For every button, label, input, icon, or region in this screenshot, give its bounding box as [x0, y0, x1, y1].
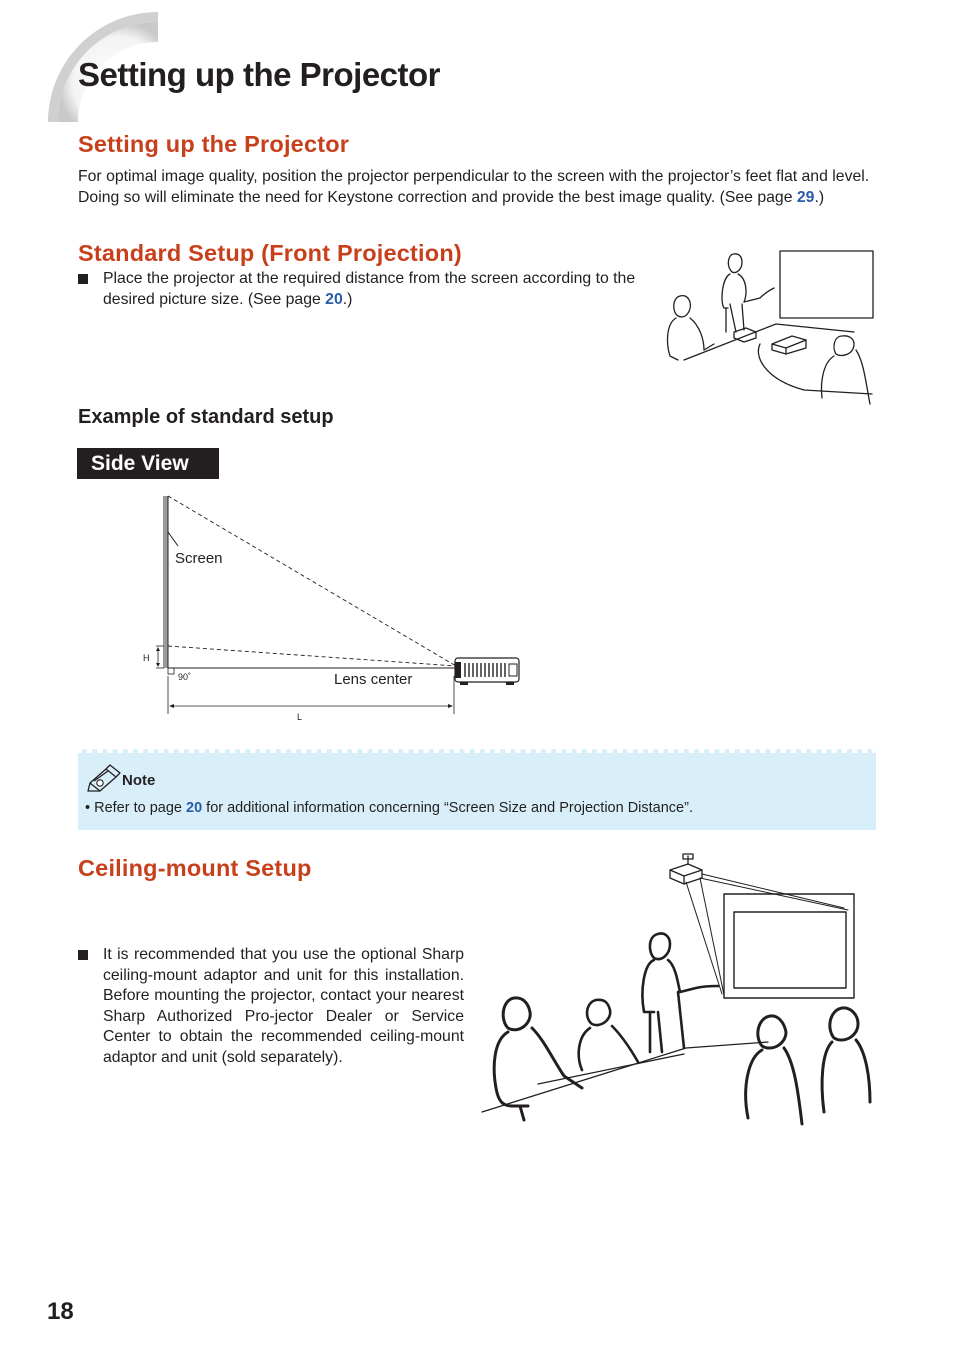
section-heading-setting-up: Setting up the Projector: [78, 131, 350, 157]
note-label: Note: [122, 772, 156, 789]
section-heading-ceiling-mount: Ceiling-mount Setup: [78, 855, 312, 881]
front-projection-illustration: [664, 244, 878, 408]
screen-bar: [163, 496, 168, 668]
bullet-square-icon: [78, 950, 88, 960]
section-heading-standard-setup: Standard Setup (Front Projection): [78, 240, 462, 266]
example-heading: Example of standard setup: [78, 406, 334, 428]
bullet-square-icon: [78, 274, 88, 284]
projection-line-bottom: [168, 646, 456, 666]
setup-paragraph: [78, 167, 878, 208]
lens-center-label: Lens center: [334, 671, 413, 688]
l-dimension-label: L: [297, 712, 303, 722]
standard-bullet-end: .): [342, 290, 353, 308]
setup-paragraph-text: For optimal image quality, position the projector perpendicular to the screen with the projector’s feet flat and level. Doing so will eliminate the need for Keystone correction and provide the best image quality. (See page: [78, 168, 870, 206]
side-view-tab: Side View: [77, 448, 219, 479]
standard-bullet-text: Place the projector at the required distance from the screen according to the desired picture size. (See page: [103, 270, 636, 308]
ceiling-mount-illustration: [478, 852, 874, 1130]
side-view-diagram: [130, 486, 530, 726]
note-page-link-20[interactable]: 20: [186, 800, 203, 816]
page-link-29[interactable]: 29: [796, 188, 815, 206]
ceiling-mount-bullet: [78, 945, 464, 1068]
note-text-end: for additional information concerning “Screen Size and Projection Distance”.: [202, 800, 693, 816]
projector-side-icon: [455, 658, 519, 685]
page-link-20[interactable]: 20: [325, 290, 343, 308]
projection-line-top: [168, 496, 456, 666]
angle-label: 90˚: [178, 672, 192, 682]
pencil-note-icon: [86, 761, 122, 793]
page-number: 18: [47, 1298, 74, 1325]
screen-label: Screen: [175, 550, 223, 567]
standard-setup-bullet: [78, 269, 669, 310]
ceiling-bullet-text: It is recommended that you use the optional Sharp ceiling-mount adaptor and unit for this installation. Before mounting the projector, contact your nearest Sharp Authorized Pro-jector Dealer or Service Center to obtain the recommended ceiling-mount adaptor and unit (sold separately).: [103, 946, 464, 1066]
note-text-start: • Refer to page: [85, 800, 186, 816]
note-text: [85, 800, 693, 816]
setup-paragraph-end: .): [814, 188, 825, 206]
note-box: [78, 747, 876, 830]
note-dotted-border: [78, 747, 876, 755]
page-title: Setting up the Projector: [78, 56, 441, 93]
h-dimension-label: H: [143, 653, 150, 663]
